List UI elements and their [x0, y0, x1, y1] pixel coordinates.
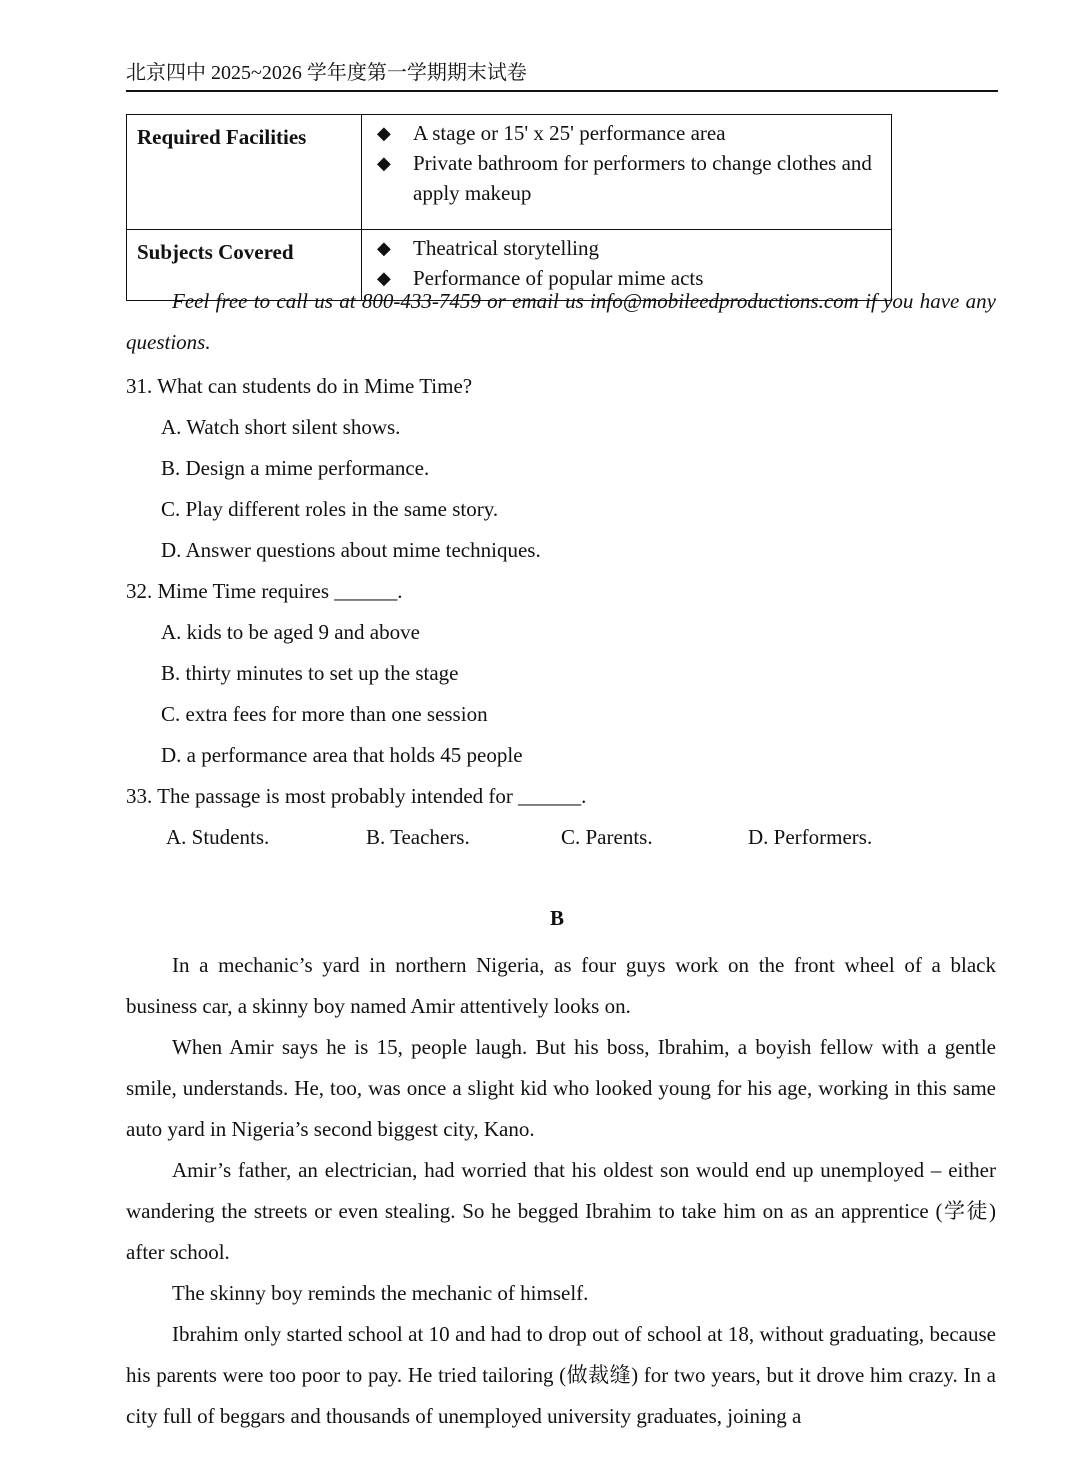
section-heading: B [550, 906, 565, 930]
facilities-table [126, 114, 892, 301]
contact-note: Feel free to call us at 800-433-7459 or email us info@mobileedproductions.com if you have any questions. [126, 289, 996, 354]
option-a: A. Students. [166, 825, 270, 849]
passage-paragraph: In a mechanic’s yard in northern Nigeria, as four guys work on the front wheel of a black business car, a skinny boy named Amir attentively looks on. [126, 953, 996, 1018]
option-b: B. thirty minutes to set up the stage [161, 661, 459, 685]
exam-header [126, 58, 998, 92]
diamond-bullet-icon: ◆ [377, 153, 391, 173]
option-b: B. Design a mime performance. [161, 456, 430, 480]
option-c: C. extra fees for more than one session [161, 702, 488, 726]
question-stem: 31. What can students do in Mime Time? [126, 374, 473, 398]
option-a: A. kids to be aged 9 and above [161, 620, 420, 644]
option-c: C. Play different roles in the same story. [161, 497, 499, 521]
row-content [362, 115, 892, 230]
option-d: D. Performers. [748, 825, 873, 849]
question-stem: 32. Mime Time requires ______. [126, 579, 403, 603]
passage-b [126, 945, 996, 1437]
passage-paragraph: Amir’s father, an electrician, had worried that his oldest son would end up unemployed – either wandering the streets or even stealing. So he begged Ibrahim to take him on as an apprentice (学徒) after school. [126, 1158, 996, 1264]
list-item [375, 118, 882, 148]
diamond-bullet-icon: ◆ [377, 238, 391, 258]
diamond-bullet-icon: ◆ [377, 123, 391, 143]
table-row-required-facilities [127, 115, 892, 230]
diamond-bullet-icon: ◆ [377, 268, 391, 288]
list-item [375, 148, 882, 208]
list-item-text: Theatrical storytelling [413, 236, 600, 260]
row-label: Subjects Covered [127, 230, 362, 301]
option-c: C. Parents. [561, 825, 653, 849]
row-label: Required Facilities [127, 115, 362, 230]
list-item-text: Performance of popular mime acts [413, 266, 704, 290]
passage-paragraph: The skinny boy reminds the mechanic of himself. [172, 1281, 589, 1305]
option-d: D. Answer questions about mime techniques. [161, 538, 541, 562]
list-item-text: A stage or 15' x 25' performance area [413, 121, 726, 145]
option-d: D. a performance area that holds 45 people [161, 743, 523, 767]
option-b: B. Teachers. [366, 825, 470, 849]
list-item-text: Private bathroom for performers to change clothes and apply makeup [413, 151, 872, 205]
list-item [375, 233, 882, 263]
passage-paragraph: Ibrahim only started school at 10 and had to drop out of school at 18, without graduating, because his parents were too poor to pay. He tried tailoring (做裁缝) for two years, but it drove him crazy. In a city full of beggars and thousands of unemployed university graduates, joining a [126, 1322, 996, 1428]
option-a: A. Watch short silent shows. [161, 415, 401, 439]
question-stem: 33. The passage is most probably intended for ______. [126, 784, 587, 808]
passage-paragraph: When Amir says he is 15, people laugh. But his boss, Ibrahim, a boyish fellow with a gentle smile, understands. He, too, was once a slight kid who looked young for his age, working in this same auto yard in Nigeria’s second biggest city, Kano. [126, 1035, 996, 1141]
exam-title: 北京四中 2025~2026 学年度第一学期期末试卷 [126, 62, 527, 84]
